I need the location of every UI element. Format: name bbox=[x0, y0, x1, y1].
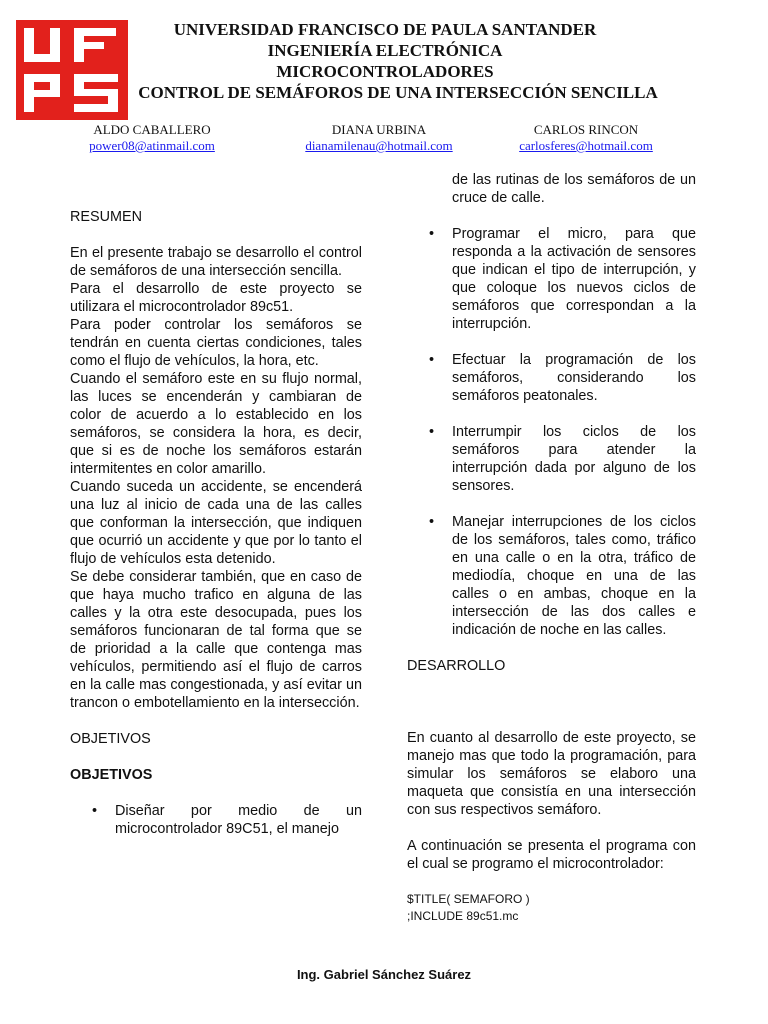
bullet-icon: • bbox=[92, 803, 98, 819]
abstract-paragraph: Cuando el semáforo este en su flujo normal, las luces se encenderán y cambiaran de color de acuerdo a lo establecido en los semáforos, se considera la hora, es decir, que si es de noche los semáforos estarán intermitentes en color amarillo. bbox=[70, 371, 362, 477]
author-email-link[interactable]: dianamilenau@hotmail.com bbox=[305, 138, 453, 153]
left-column bbox=[70, 208, 362, 838]
objective-text: de las rutinas de los semáforos de un cruce de calle. bbox=[452, 172, 696, 206]
program-name: INGENIERÍA ELECTRÓNICA bbox=[267, 41, 503, 60]
code-listing bbox=[407, 891, 696, 925]
author-name: DIANA URBINA bbox=[331, 122, 427, 137]
list-item-continued bbox=[407, 171, 696, 207]
author-name: CARLOS RINCON bbox=[533, 122, 639, 137]
course-name: MICROCONTROLADORES bbox=[276, 62, 494, 81]
abstract-paragraph: En el presente trabajo se desarrollo el control de semáforos de una intersección sencilla. bbox=[70, 245, 362, 279]
objective-text: Efectuar la programación de los semáforos, considerando los semáforos peatonales. bbox=[452, 352, 696, 404]
bullet-icon: • bbox=[429, 226, 435, 242]
objective-text: Diseñar por medio de un microcontrolador 89C51, el manejo bbox=[115, 803, 362, 837]
author-block bbox=[279, 122, 479, 154]
resumen-heading: RESUMEN bbox=[70, 209, 142, 225]
desarrollo-paragraph: En cuanto al desarrollo de este proyecto, se manejo mas que todo la programación, para simular los semáforos se elaboro una maqueta que consistía en una intersección con sus respectivos semáforo. bbox=[407, 730, 696, 818]
bullet-icon: • bbox=[429, 424, 435, 440]
author-block bbox=[486, 122, 686, 154]
objective-text: Interrumpir los ciclos de los semáforos para atender la interrupción dada por alguno de los sensores. bbox=[452, 424, 696, 494]
objectives-list bbox=[70, 802, 362, 838]
abstract-paragraph: Se debe considerar también, que en caso de que haya mucho trafico en alguna de las calles y la otra este desocupada, pues los semáforos funcionaran de tal forma que se de prioridad a la calle que contenga mas vehículos, permitiendo así el flujo de carros en la calle mas congestionada, y así evitar un trancon o embotellamiento en la intersección. bbox=[70, 569, 362, 711]
desarrollo-paragraph: A continuación se presenta el programa con el cual se programo el microcontrolador: bbox=[407, 838, 696, 872]
author-block bbox=[52, 122, 252, 154]
list-item bbox=[407, 351, 696, 405]
author-email-link[interactable]: power08@atinmail.com bbox=[89, 138, 215, 153]
author-name: ALDO CABALLERO bbox=[93, 122, 211, 137]
right-column bbox=[407, 171, 696, 925]
objective-text: Programar el micro, para que responda a la activación de sensores que indican el tipo de interrupción, y que coloque los nuevos ciclos de semáforos que correspondan a la interrupción. bbox=[452, 226, 696, 332]
footer-author: Ing. Gabriel Sánchez Suárez bbox=[296, 967, 472, 982]
desarrollo-heading: DESARROLLO bbox=[407, 658, 506, 674]
university-name: UNIVERSIDAD FRANCISCO DE PAULA SANTANDER bbox=[173, 20, 597, 39]
list-item bbox=[70, 802, 362, 838]
ufps-logo bbox=[16, 20, 128, 120]
objectives-list-continued bbox=[407, 171, 696, 207]
objetivos-heading: OBJETIVOS bbox=[70, 731, 151, 747]
objectives-list bbox=[407, 225, 696, 639]
author-email-link[interactable]: carlosferes@hotmail.com bbox=[519, 138, 653, 153]
bullet-icon: • bbox=[429, 514, 435, 530]
objetivos-bold-heading: OBJETIVOS bbox=[70, 767, 153, 783]
code-line: ;INCLUDE 89c51.mc bbox=[407, 909, 519, 923]
list-item bbox=[407, 225, 696, 333]
abstract-paragraph: Cuando suceda un accidente, se encenderá una luz al inicio de cada una de las calles que conforman la intersección, que indiquen que ocurrió un accidente y que por lo tanto el flujo de vehículos esta detenido. bbox=[70, 479, 362, 567]
objective-text: Manejar interrupciones de los ciclos de los semáforos, tales como, tráfico en una calle o en la otra, tráfico de mediodía, choque en una de las calles o en ambas, choque en la intersección de las dos calles e indicación de noche en las calles. bbox=[452, 514, 696, 638]
abstract-paragraph: Para el desarrollo de este proyecto se utilizara el microcontrolador 89c51. bbox=[70, 281, 362, 315]
paper-title: CONTROL DE SEMÁFOROS DE UNA INTERSECCIÓN SENCILLA bbox=[138, 83, 658, 102]
list-item bbox=[407, 513, 696, 639]
bullet-icon: • bbox=[429, 352, 435, 368]
abstract-paragraph: Para poder controlar los semáforos se tendrán en cuenta ciertas condiciones, tales como el flujo de vehículos, la hora, etc. bbox=[70, 317, 362, 369]
code-line: $TITLE( SEMAFORO ) bbox=[407, 892, 530, 906]
list-item bbox=[407, 423, 696, 495]
